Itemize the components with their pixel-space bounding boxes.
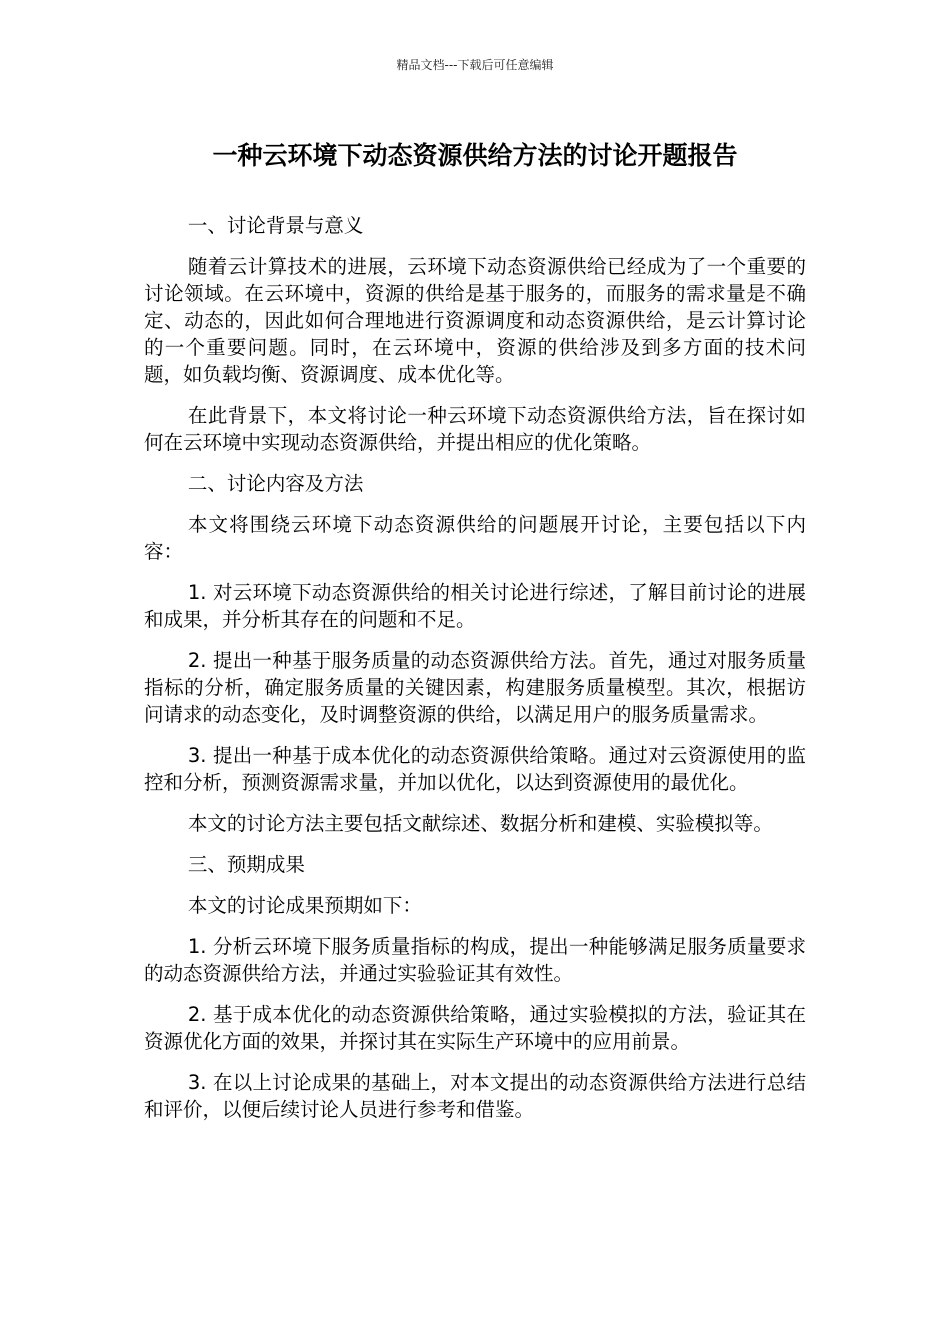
paragraph-content-item-2: 2. 提出一种基于服务质量的动态资源供给方法。首先，通过对服务质量指标的分析，确定服务质量的关键因素，构建服务质量模型。其次，根据访问请求的动态变化，及时调整资源的供给，以满足用户的服务质量需求。 [144,649,806,726]
paragraph-results-item-1: 1. 分析云环境下服务质量指标的构成，提出一种能够满足服务质量要求的动态资源供给方法，并通过实验验证其有效性。 [144,935,806,985]
section-heading-background: 一、讨论背景与意义 [187,214,364,237]
paragraph-method: 本文的讨论方法主要包括文献综述、数据分析和建模、实验模拟等。 [187,812,773,835]
paragraph-content-intro: 本文将围绕云环境下动态资源供给的问题展开讨论，主要包括以下内容： [144,513,806,563]
paragraph-content-item-1: 1. 对云环境下动态资源供给的相关讨论进行综述，了解目前讨论的进展和成果，并分析其存在的问题和不足。 [144,581,806,631]
paragraph-background-1: 随着云计算技术的进展，云环境下动态资源供给已经成为了一个重要的讨论领域。在云环境中，资源的供给是基于服务的，而服务的需求量是不确定、动态的，因此如何合理地进行资源调度和动态资源供给，是云计算讨论的一个重要问题。同时，在云环境中，资源的供给涉及到多方面的技术问题，如负载均衡、资源调度、成本优化等。 [144,255,806,386]
paragraph-results-item-3: 3. 在以上讨论成果的基础上，对本文提出的动态资源供给方法进行总结和评价，以便后续讨论人员进行参考和借鉴。 [144,1071,806,1121]
page-header-note: 精品文档---下载后可任意编辑 [396,58,554,72]
section-heading-content-method: 二、讨论内容及方法 [187,472,364,495]
paragraph-results-intro: 本文的讨论成果预期如下： [187,894,422,917]
section-heading-expected-results: 三、预期成果 [187,853,305,876]
document-body [144,212,806,1137]
paragraph-background-2: 在此背景下，本文将讨论一种云环境下动态资源供给方法，旨在探讨如何在云环境中实现动态资源供给，并提出相应的优化策略。 [144,404,806,454]
paragraph-content-item-3: 3. 提出一种基于成本优化的动态资源供给策略。通过对云资源使用的监控和分析，预测资源需求量，并加以优化，以达到资源使用的最优化。 [144,744,806,794]
paragraph-results-item-2: 2. 基于成本优化的动态资源供给策略，通过实验模拟的方法，验证其在资源优化方面的效果，并探讨其在实际生产环境中的应用前景。 [144,1003,806,1053]
document-title: 一种云环境下动态资源供给方法的讨论开题报告 [212,141,738,170]
